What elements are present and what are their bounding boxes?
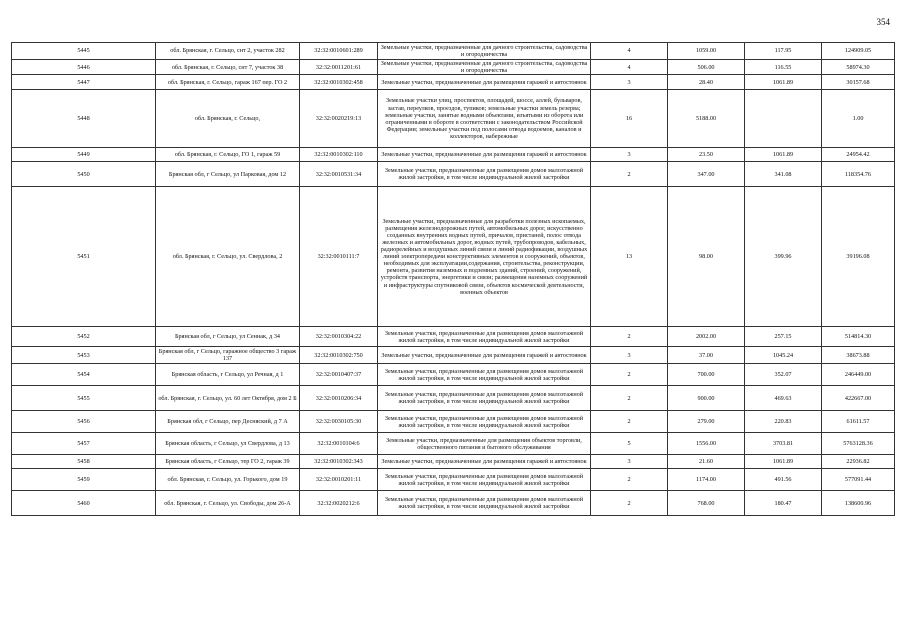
address-cell: Брянская обл, г Сельцо, ул Сеннак, д 34 <box>156 327 300 347</box>
land-use-cell: Земельные участки, предназначенные для размещения домов малоэтажной жилой застройки, в том числе индивидуальной жилой застройки <box>378 386 591 411</box>
cadastral-number-cell: 32:32:0010302:343 <box>300 455 378 469</box>
group-code-cell: 4 <box>591 60 668 75</box>
land-use-cell: Земельные участки улиц, проспектов, площадей, шоссе, аллей, бульваров, застав, переулков, проездов, тупиков; земельные участки земель резерва; земельные участки, занятые водными объектами, изъятыми из оборота или ограниченными в обороте в соответствии с законодательством Российской Федерации; земельные участки под полосами отвода водоемов, каналов и коллекторов, набережные <box>378 90 591 148</box>
group-code-cell: 13 <box>591 187 668 327</box>
address-cell: обл. Брянская, г. Сельцо, ул. Свободы, дом 26-А <box>156 491 300 516</box>
row-number: 5456 <box>12 411 156 433</box>
area-cell: 1059.00 <box>668 43 745 60</box>
table-row <box>12 433 895 455</box>
row-number: 5451 <box>12 187 156 327</box>
table-row <box>12 187 895 327</box>
cadastral-value-cell: 514814.30 <box>822 327 895 347</box>
group-code-cell: 3 <box>591 455 668 469</box>
table-row <box>12 386 895 411</box>
cadastral-number-cell: 32:32:0010201:11 <box>300 469 378 491</box>
land-use-cell: Земельные участки, предназначенные для размещения домов малоэтажной жилой застройки, в том числе индивидуальной жилой застройки <box>378 491 591 516</box>
cadastral-number-cell: 32:32:0030105:30 <box>300 411 378 433</box>
area-cell: 347.00 <box>668 162 745 187</box>
row-number: 5448 <box>12 90 156 148</box>
cadastral-number-cell: 32:32:0010104:6 <box>300 433 378 455</box>
cadastral-value-table <box>11 42 895 516</box>
address-cell: обл. Брянская, г. Сельцо, <box>156 90 300 148</box>
rate-cell: 352.07 <box>745 364 822 386</box>
row-number: 5453 <box>12 347 156 364</box>
table-row <box>12 90 895 148</box>
group-code-cell: 2 <box>591 491 668 516</box>
area-cell: 2002.00 <box>668 327 745 347</box>
address-cell: Брянская обл, г Сельцо, гаражное общество 3 гараж 137 <box>156 347 300 364</box>
land-use-cell: Земельные участки, предназначенные для размещения гаражей и автостоянок <box>378 347 591 364</box>
rate-cell: 180.47 <box>745 491 822 516</box>
land-use-cell: Земельные участки, предназначенные для дачного строительства, садоводства и огородничества <box>378 43 591 60</box>
address-cell: обл. Брянская, г. Сельцо, ГО 1, гараж 59 <box>156 148 300 162</box>
row-number: 5449 <box>12 148 156 162</box>
table-row <box>12 411 895 433</box>
cadastral-value-cell: 39196.08 <box>822 187 895 327</box>
cadastral-value-cell: 61611.57 <box>822 411 895 433</box>
rate-cell <box>745 90 822 148</box>
group-code-cell: 2 <box>591 327 668 347</box>
group-code-cell: 2 <box>591 411 668 433</box>
rate-cell: 399.96 <box>745 187 822 327</box>
area-cell: 28.40 <box>668 75 745 90</box>
table-row <box>12 148 895 162</box>
cadastral-number-cell: 32:32:0010407:37 <box>300 364 378 386</box>
cadastral-number-cell: 32:32:0010531:34 <box>300 162 378 187</box>
area-cell: 1174.00 <box>668 469 745 491</box>
row-number: 5446 <box>12 60 156 75</box>
table-row <box>12 347 895 364</box>
address-cell: обл. Брянская, г. Сельцо, ул. 60 лет Октября, дом 2 Б <box>156 386 300 411</box>
group-code-cell: 2 <box>591 469 668 491</box>
rate-cell: 3703.81 <box>745 433 822 455</box>
land-use-cell: Земельные участки, предназначенные для дачного строительства, садоводства и огородничества <box>378 60 591 75</box>
row-number: 5450 <box>12 162 156 187</box>
rate-cell: 1061.89 <box>745 75 822 90</box>
table-row <box>12 162 895 187</box>
cadastral-value-cell: 30157.68 <box>822 75 895 90</box>
address-cell: обл. Брянская, г. Сельцо, гараж 167 пер. ГО 2 <box>156 75 300 90</box>
row-number: 5454 <box>12 364 156 386</box>
land-use-cell: Земельные участки, предназначенные для размещения домов малоэтажной жилой застройки, в том числе индивидуальной жилой застройки <box>378 364 591 386</box>
address-cell: обл. Брянская, г. Сельцо, ул. Свердлова, 2 <box>156 187 300 327</box>
address-cell: Брянская обл, г Сельцо, пер Десняский, д 7 А <box>156 411 300 433</box>
area-cell: 700.00 <box>668 364 745 386</box>
rate-cell: 1061.89 <box>745 455 822 469</box>
group-code-cell: 16 <box>591 90 668 148</box>
group-code-cell: 3 <box>591 347 668 364</box>
cadastral-value-cell: 1.00 <box>822 90 895 148</box>
rate-cell: 116.55 <box>745 60 822 75</box>
land-use-cell: Земельные участки, предназначенные для размещения гаражей и автостоянок <box>378 455 591 469</box>
land-use-cell: Земельные участки, предназначенные для размещения домов малоэтажной жилой застройки, в том числе индивидуальной жилой застройки <box>378 162 591 187</box>
land-use-cell: Земельные участки, предназначенные для размещения домов малоэтажной жилой застройки, в том числе индивидуальной жилой застройки <box>378 327 591 347</box>
cadastral-number-cell: 32:32:0010206:34 <box>300 386 378 411</box>
area-cell: 98.00 <box>668 187 745 327</box>
group-code-cell: 4 <box>591 43 668 60</box>
row-number: 5459 <box>12 469 156 491</box>
cadastral-number-cell: 32:32:0010111:7 <box>300 187 378 327</box>
area-cell: 768.00 <box>668 491 745 516</box>
rate-cell: 1045.24 <box>745 347 822 364</box>
area-cell: 506.00 <box>668 60 745 75</box>
cadastral-number-cell: 32:32:0020212:6 <box>300 491 378 516</box>
rate-cell: 1061.89 <box>745 148 822 162</box>
row-number: 5457 <box>12 433 156 455</box>
group-code-cell: 2 <box>591 386 668 411</box>
cadastral-value-cell: 38673.88 <box>822 347 895 364</box>
table-row <box>12 364 895 386</box>
cadastral-value-cell: 118354.76 <box>822 162 895 187</box>
rate-cell: 469.63 <box>745 386 822 411</box>
cadastral-number-cell: 32:32:0010302:750 <box>300 347 378 364</box>
group-code-cell: 2 <box>591 364 668 386</box>
cadastral-value-cell: 246449.00 <box>822 364 895 386</box>
area-cell: 1556.00 <box>668 433 745 455</box>
cadastral-value-cell: 22936.82 <box>822 455 895 469</box>
cadastral-value-cell: 58974.30 <box>822 60 895 75</box>
land-use-cell: Земельные участки, предназначенные для разработки полезных ископаемых, размещения железнодорожных путей, автомобильных дорог, искусственно созданных внутренних водных путей, причалов, пристаней, полос отвода железных и автомобильных дорог, водных путей, трубопроводов, кабельных, радиорелейных и воздушных линий связи и линий радиофикации, воздушных линий электропередачи конструктивных элементов и сооружений, объектов, необходимых для эксплуатации,содержания, строительства, реконструкции, ремонта, развития наземных и подземных зданий, строений, сооружений, устройств транспорта, энергетики и связи; размещения наземных сооружений и инфраструктуры спутниковой связи, объектов космической деятельности, военных объектов <box>378 187 591 327</box>
address-cell: обл. Брянская, г. Сельцо, ул. Горького, дом 19 <box>156 469 300 491</box>
land-use-cell: Земельные участки, предназначенные для размещения объектов торговли, общественного питания и бытового обслуживания <box>378 433 591 455</box>
land-use-cell: Земельные участки, предназначенные для размещения гаражей и автостоянок <box>378 148 591 162</box>
row-number: 5455 <box>12 386 156 411</box>
land-use-cell: Земельные участки, предназначенные для размещения гаражей и автостоянок <box>378 75 591 90</box>
table-row <box>12 491 895 516</box>
group-code-cell: 3 <box>591 75 668 90</box>
area-cell: 23.50 <box>668 148 745 162</box>
row-number: 5460 <box>12 491 156 516</box>
group-code-cell: 3 <box>591 148 668 162</box>
area-cell: 21.60 <box>668 455 745 469</box>
cadastral-number-cell: 32:32:0010601:289 <box>300 43 378 60</box>
address-cell: Брянская область, г Сельцо, тер ГО 2, гараж 39 <box>156 455 300 469</box>
address-cell: обл. Брянская, г. Сельцо, снт 2, участок 282 <box>156 43 300 60</box>
cadastral-value-cell: 138600.96 <box>822 491 895 516</box>
rate-cell: 220.83 <box>745 411 822 433</box>
table-row <box>12 43 895 60</box>
table-row <box>12 75 895 90</box>
address-cell: Брянская область, г Сельцо, ул Речная, д 1 <box>156 364 300 386</box>
rate-cell: 491.56 <box>745 469 822 491</box>
table-row <box>12 327 895 347</box>
cadastral-number-cell: 32:32:0010302:110 <box>300 148 378 162</box>
cadastral-value-cell: 577091.44 <box>822 469 895 491</box>
rate-cell: 341.08 <box>745 162 822 187</box>
area-cell: 900.00 <box>668 386 745 411</box>
table-row <box>12 60 895 75</box>
row-number: 5445 <box>12 43 156 60</box>
address-cell: обл. Брянская, г. Сельцо, снт 7, участок 38 <box>156 60 300 75</box>
row-number: 5447 <box>12 75 156 90</box>
cadastral-number-cell: 32:32:0010304:22 <box>300 327 378 347</box>
area-cell: 279.00 <box>668 411 745 433</box>
rate-cell: 257.15 <box>745 327 822 347</box>
row-number: 5458 <box>12 455 156 469</box>
cadastral-value-cell: 124909.05 <box>822 43 895 60</box>
table-row <box>12 455 895 469</box>
address-cell: Брянская обл, г Сельцо, ул Парковая, дом 12 <box>156 162 300 187</box>
land-use-cell: Земельные участки, предназначенные для размещения домов малоэтажной жилой застройки, в том числе индивидуальной жилой застройки <box>378 469 591 491</box>
group-code-cell: 2 <box>591 162 668 187</box>
table-row <box>12 469 895 491</box>
rate-cell: 117.95 <box>745 43 822 60</box>
group-code-cell: 5 <box>591 433 668 455</box>
cadastral-number-cell: 32:32:0020219:13 <box>300 90 378 148</box>
cadastral-number-cell: 32:32:0010302:458 <box>300 75 378 90</box>
area-cell: 37.00 <box>668 347 745 364</box>
page-number: 354 <box>876 17 890 27</box>
cadastral-number-cell: 32:32:0011201:61 <box>300 60 378 75</box>
cadastral-value-cell: 5763128.36 <box>822 433 895 455</box>
area-cell: 5188.00 <box>668 90 745 148</box>
cadastral-value-cell: 24954.42 <box>822 148 895 162</box>
row-number: 5452 <box>12 327 156 347</box>
address-cell: Брянская область, г Сельцо, ул Свердлова, д 13 <box>156 433 300 455</box>
land-use-cell: Земельные участки, предназначенные для размещения домов малоэтажной жилой застройки, в том числе индивидуальной жилой застройки <box>378 411 591 433</box>
cadastral-value-cell: 422667.00 <box>822 386 895 411</box>
